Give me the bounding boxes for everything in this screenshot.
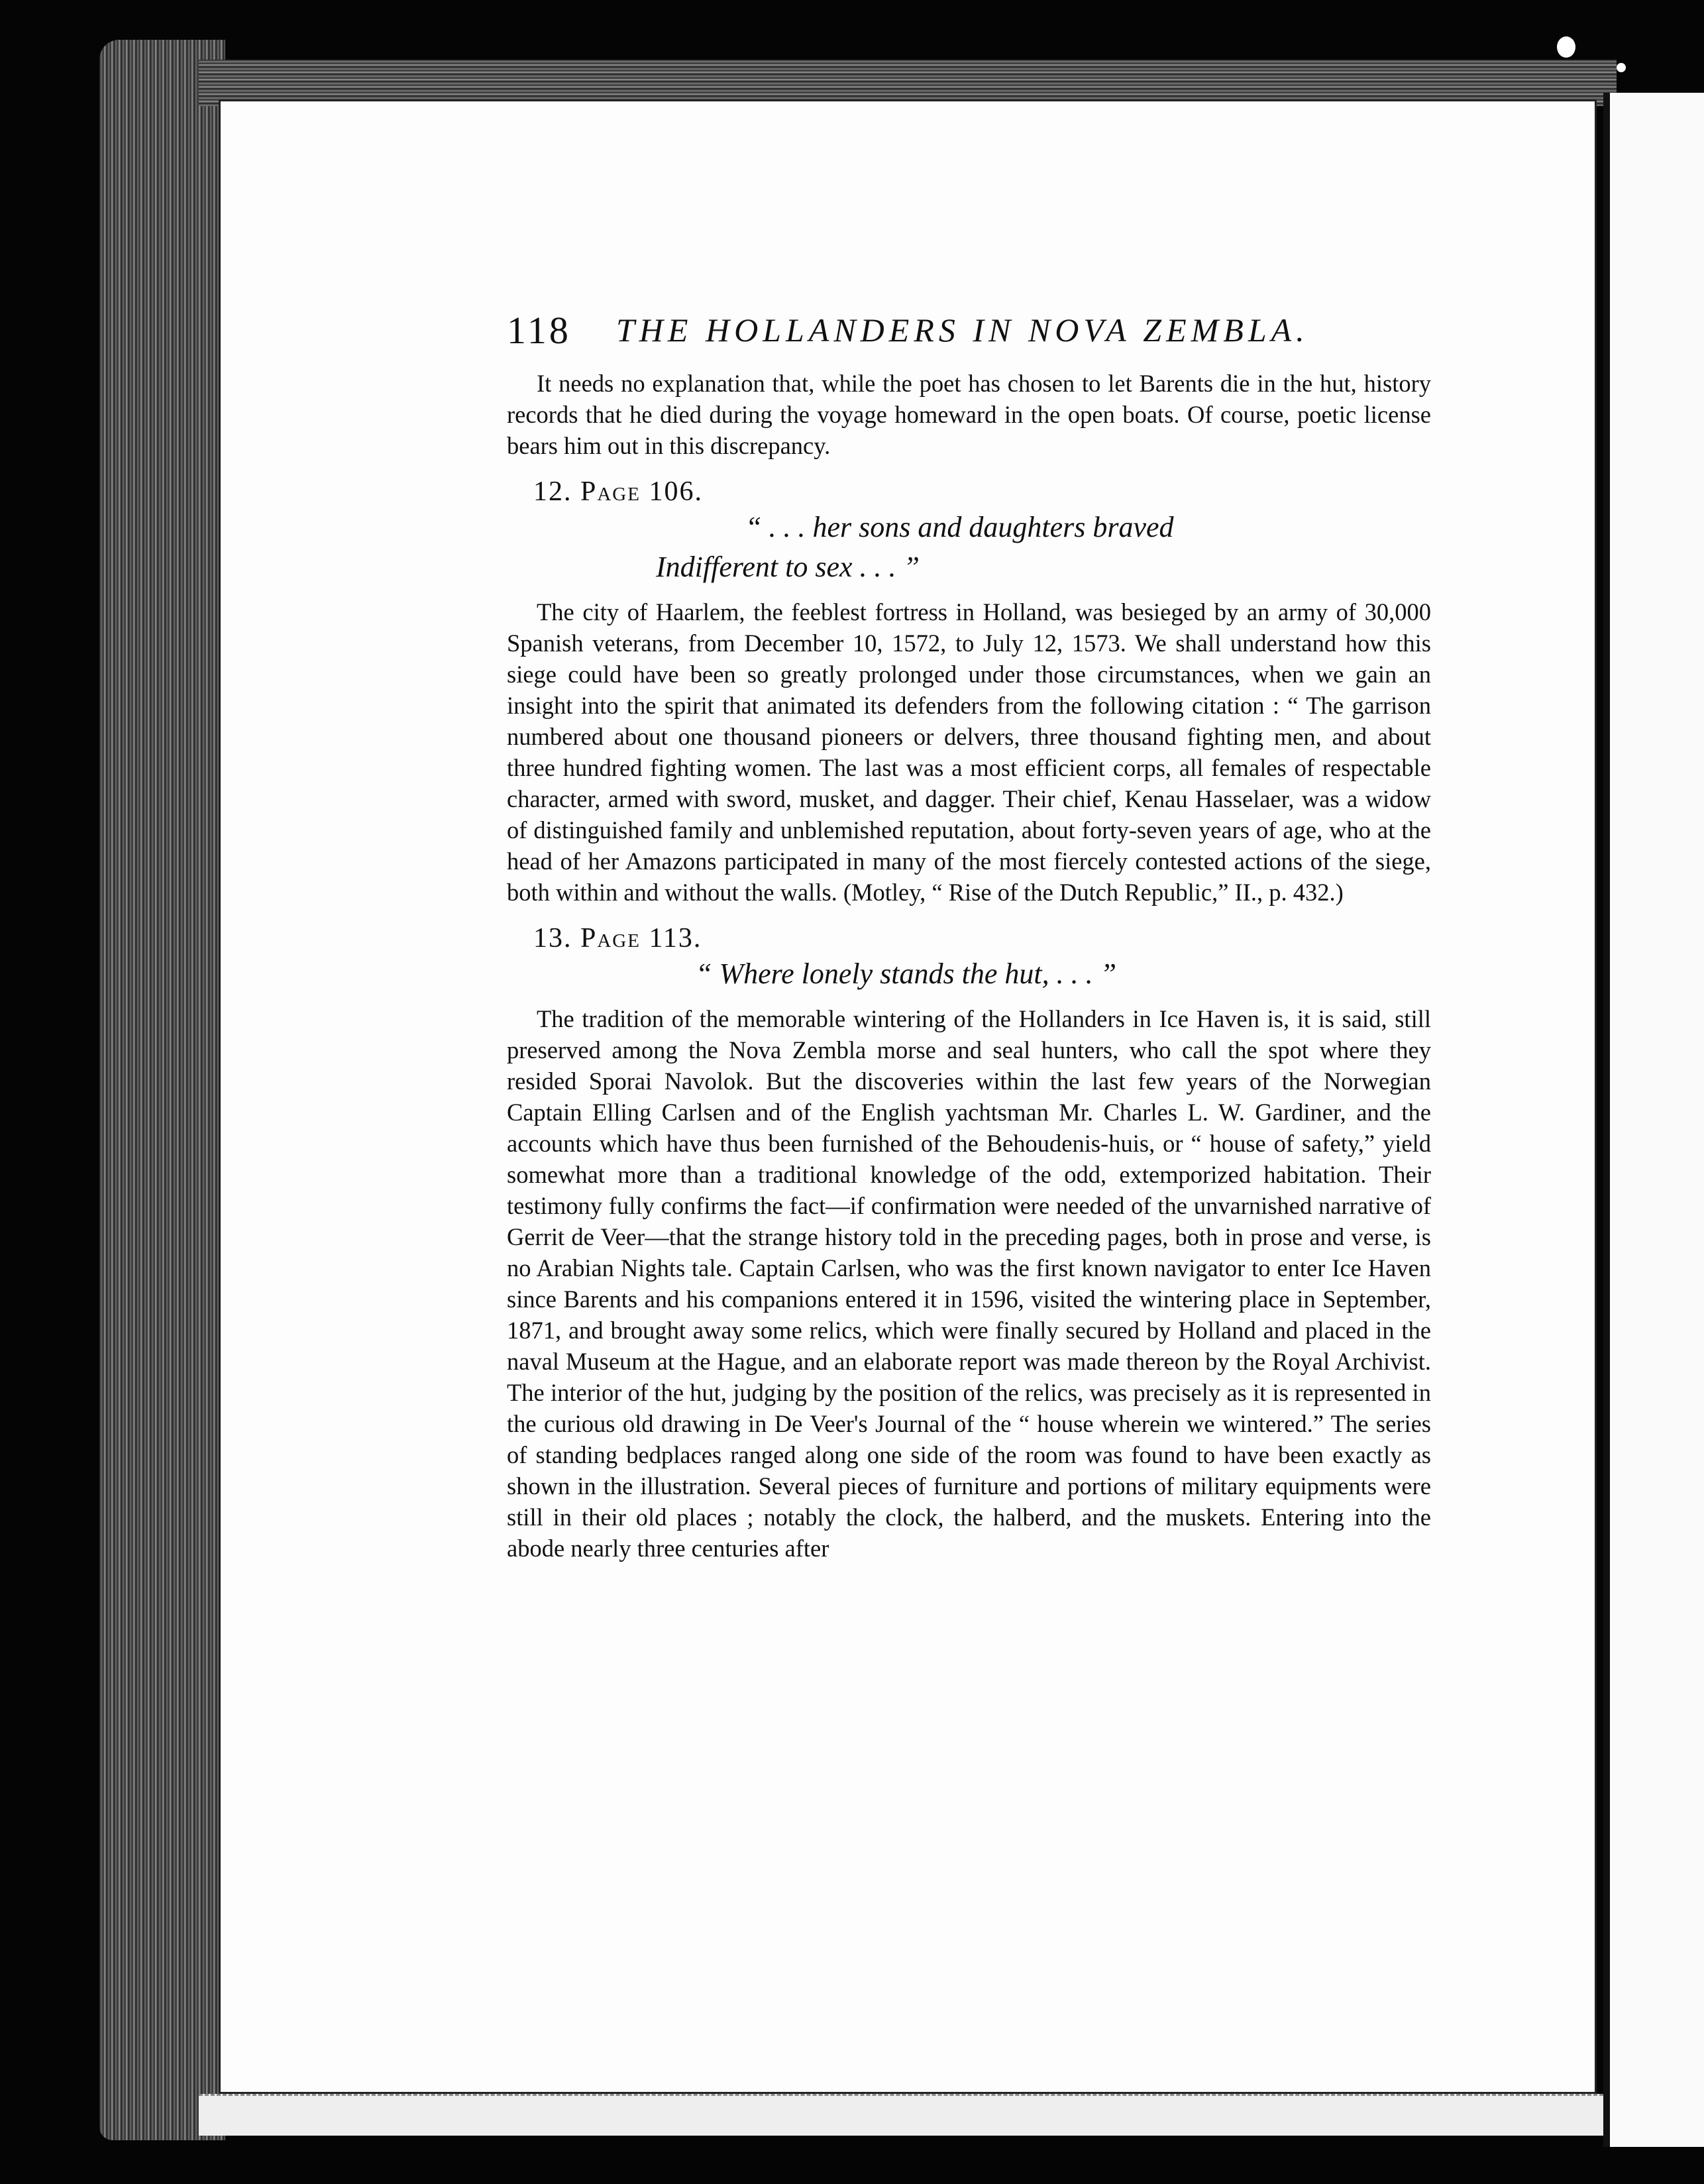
- paragraph-ice-haven: The tradition of the memorable wintering of the Hollanders in Ice Haven is, it is said, still preserved among the Nova Zembla morse and seal hunters, who call the spot where they resided Sporai Navolok. But the discoveries within the last few years of the Norwegian Captain Elling Carlsen and of the English yachtsman Mr. Charles L. W. Gardiner, and the accounts which have thus been furnished of the Behoudenis-huis, or “ house of safety,” yield somewhat more than a traditional knowledge of the odd, extemporized habitation. Their testimony fully confirms the fact—if confirmation were needed of the unvarnished narrative of Gerrit de Veer—that the strange history told in the preceding pages, both in prose and verse, is no Arabian Nights tale. Captain Carlsen, who was the first known navigator to enter Ice Haven since Barents and his companions entered it in 1596, visited the wintering place in September, 1871, and brought away some relics, which were finally secured by Holland and placed in the naval Museum at the Hague, and an elaborate report was made thereon by the Royal Archivist. The interior of the hut, judging by the position of the relics, was precisely as it is represented in the curious old drawing in De Veer's Journal of the “ house wherein we wintered.” The series of standing bedplaces ranged along one side of the room was found to have been exactly as shown in the illustration. Several pieces of furniture and portions of military equipments were still in their old places ; notably the clock, the halberd, and the muskets. Entering into the abode nearly three centuries after: [507, 1005, 1431, 1562]
- note-13-heading: 13. Page 113.: [533, 923, 702, 954]
- scan-speck: [1557, 36, 1575, 58]
- text-column: [507, 308, 1431, 1564]
- note-12-quote-line-2: Indifferent to sex . . . ”: [656, 551, 920, 583]
- running-title: THE HOLLANDERS IN NOVA ZEMBLA.: [616, 311, 1309, 349]
- scan-speck: [1617, 63, 1626, 72]
- running-header: [507, 308, 1431, 368]
- book-edge-left: [99, 40, 225, 2140]
- paragraph-barents: It needs no explanation that, while the poet has chosen to let Barents die in the hut, history records that he died during the voyage homeward in the open boats. Of course, poetic license bears him out in this discrepancy.: [507, 370, 1431, 459]
- note-13-quote: “ Where lonely stands the hut, . . . ”: [696, 957, 1117, 990]
- note-12-quote-line-1: “ . . . her sons and daughters braved: [745, 511, 1174, 543]
- page-number: 118: [507, 309, 571, 352]
- book-edge-bottom: [199, 2094, 1603, 2136]
- paragraph-haarlem: The city of Haarlem, the feeblest fortress in Holland, was besieged by an army of 30,000 Spanish veterans, from December 10, 1572, to July 12, 1573. We shall understand how this siege could have been so greatly prolonged under those circumstances, when we gain an insight into the spirit that animated its defenders from the following citation : “ The garrison numbered about one thousand pioneers or delvers, three thousand fighting men, and about three hundred fighting women. The last was a most efficient corps, all females of respectable character, armed with sword, musket, and dagger. Their chief, Kenau Hasselaer, was a widow of distinguished family and unblemished reputation, about forty-seven years of age, who at the head of her Amazons participated in many of the most fiercely contested actions of the siege, both within and without the walls. (Motley, “ Rise of the Dutch Republic,” II., p. 432.): [507, 598, 1431, 906]
- note-12-heading: 12. Page 106.: [533, 476, 703, 507]
- next-page-edge: [1603, 93, 1704, 2147]
